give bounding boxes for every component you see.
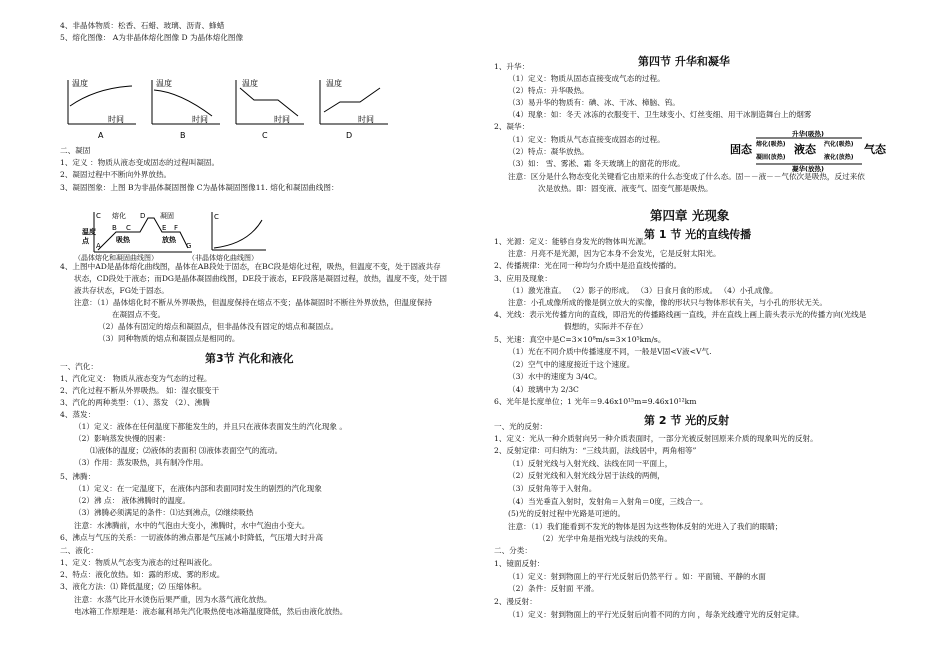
right-text-line: (5)光的反射过程中光路是可逆的。 xyxy=(508,509,626,518)
graph-d xyxy=(320,78,388,140)
label-sublimation: 升华(吸热) xyxy=(792,130,824,138)
heading-chapter4: 第四章 光现象 xyxy=(650,208,730,223)
curve-label-e: E xyxy=(162,224,167,232)
graph-d-label: D xyxy=(346,131,353,140)
left-text-line: 5、沸腾： xyxy=(60,472,96,481)
right-text-line: 3、应用及现象： xyxy=(494,274,552,283)
curve-label-temp: 温度 xyxy=(82,228,96,236)
right-text-line: 2、传播规律：光在同一种均匀介质中是沿直线传播的。 xyxy=(494,261,682,270)
right-text-line: 2、漫反射： xyxy=(494,597,537,606)
left-text-line: 4、蒸发： xyxy=(60,410,96,419)
right-text-line: （1）激光准直。 （2）影子的形成。 （3）日食月食的形成。 （4）小孔成像。 xyxy=(508,286,778,295)
graph-a xyxy=(68,78,136,140)
right-text-line: （1）定义：物质从固态直接变成气态的过程。 xyxy=(508,74,665,83)
left-text-line: 2、汽化过程不断从外界吸热。 如：湿衣服变干 xyxy=(60,386,220,395)
label-vaporization: 汽化(吸热) xyxy=(824,141,854,148)
graph-d-xlabel: 时间 xyxy=(358,115,374,124)
left-text-line: 状态，CD段处于液态；而DG是晶体凝固曲线图，DE段于液态，EF段落是凝固过程，放热，温度不变，处于固 xyxy=(74,274,448,283)
right-text-line: 4、光线：表示光传播方向的直线，即沿光的传播路线画一直线，并在直线上画上箭头表示光的传播方向(光线是 xyxy=(494,310,867,319)
curve-label-f: F xyxy=(174,224,179,232)
right-text-line: 注意：小孔成像所成的像是倒立放大的实像，像的形状只与物体形状有关，与小孔的形状无关。 xyxy=(508,298,827,307)
left-text-line: 2、特点：液化放热。如：露的形成、雾的形成。 xyxy=(60,570,225,579)
graph-b-label: B xyxy=(180,131,186,140)
curve-label-d: D xyxy=(140,212,146,220)
graph-c-label: C xyxy=(262,131,268,140)
curve-label-b: B xyxy=(112,224,117,232)
right-text-line: （4）现象：如：冬天 冰冻的衣服变干、卫生球变小、灯丝变细、用干冰制造舞台上的烟雾 xyxy=(508,110,812,119)
label-liquefaction: 液化(放热) xyxy=(824,154,854,161)
graph-a-xlabel: 时间 xyxy=(108,115,124,124)
right-text-line: （2）光学中角是指光线与法线的夹角。 xyxy=(538,534,672,543)
right-text-line: （3）反射角等于入射角。 xyxy=(508,484,597,493)
graph-b xyxy=(152,78,220,140)
right-text-line: 5、光速：真空中是C=3×10⁸m/s=3×10⁵km/s。 xyxy=(494,335,666,344)
state-gas: 气态 xyxy=(864,143,886,156)
left-text-line: 二、液化： xyxy=(60,546,98,555)
graph-c-ylabel: 温度 xyxy=(242,79,258,88)
curve-label-release: 放热 xyxy=(162,236,176,244)
graph-b-ylabel: 温度 xyxy=(156,79,172,88)
curve-label-a: A xyxy=(96,242,101,250)
left-text-line: 4、非晶体物质：松香、石蜡、玻璃、沥青、蜂蜡 xyxy=(60,21,225,30)
curve-label-point: 点 xyxy=(82,237,89,245)
curve-label-g: G xyxy=(186,242,192,250)
left-text-line: 电冰箱工作原理是：液态氟利昂先汽化吸热使电冰箱温度降低，然后由液化放热。 xyxy=(74,607,348,616)
amorphous-label-c: C xyxy=(214,213,219,221)
curve-label-solid: 凝固 xyxy=(160,212,174,220)
right-text-line: 1、定义：光从一种介质射向另一种介质表面时，一部分光被反射回原来介质的现象叫光的反射。 xyxy=(494,434,818,443)
graph-a-ylabel: 温度 xyxy=(72,79,88,88)
left-text-line: （3）同种物质的熔点和凝固点是相同的。 xyxy=(98,334,240,343)
right-text-line: 2、反射定律：可归纳为：“三线共面，法线居中，两角相等” xyxy=(494,446,697,455)
right-text-line: （3）水中的速度为 3/4C。 xyxy=(508,372,602,381)
heading-section2: 第 2 节 光的反射 xyxy=(644,414,730,427)
right-text-line: 注意：月亮不是光源，因为它本身不会发光，它是反射太阳光。 xyxy=(508,249,721,258)
curve-label-absorb: 吸热 xyxy=(116,236,130,244)
graph-d-ylabel: 温度 xyxy=(326,79,342,88)
label-melting: 熔化(吸热) xyxy=(756,141,786,148)
left-text-line: （2）晶体有固定的熔点和凝固点，但非晶体没有固定的熔点和凝固点。 xyxy=(98,322,339,331)
left-text-line: 3、汽化的两种类型：（1）、蒸发 （2）、沸腾 xyxy=(60,398,210,407)
right-text-line: （1）定义：射到物面上的平行光反射后仍然平行 。如：平面镜、平静的水面 xyxy=(508,572,766,581)
left-text-line: 4、上图中AD是晶体熔化曲线图，晶体在AB段处于固态，在BC段是熔化过程，吸热，但温度不变，处于固液共存 xyxy=(60,262,441,271)
state-liquid: 液态 xyxy=(794,143,816,156)
left-text-line: 1、定义 ：物质从液态变成固态的过程叫凝固。 xyxy=(60,158,220,167)
crystal-curve-caption: （晶体熔化和凝固曲线图） xyxy=(74,254,158,262)
right-text-line: 次是放热。即：固变液、液变气、固变气都是吸热。 xyxy=(538,184,713,193)
right-text-line: 一、光的反射： xyxy=(494,422,548,431)
right-text-line: （3）易升华的物质有：碘、冰、干冰、樟脑、钨。 xyxy=(508,98,680,107)
left-text-line: （1）定义：在一定温度下，在液体内部和表面同时发生的剧烈的汽化现象 xyxy=(74,484,322,493)
left-text-line: 3、凝固图象：上图 B为非晶体凝固图像 C为晶体凝固图像11. 熔化和凝固曲线图： xyxy=(60,183,339,192)
graph-c-xlabel: 时间 xyxy=(274,115,290,124)
right-text-line: （1）定义：物质从气态直接变成固态的过程。 xyxy=(508,135,665,144)
left-text-line: ⑴液体的温度；⑵液体的表面积 ⑶液体表面空气的流动。 xyxy=(90,446,283,455)
left-text-line: 1、定义：物质从气态变为液态的过程叫液化。 xyxy=(60,558,217,567)
heading-section4: 第四节 升华和凝华 xyxy=(638,55,730,68)
left-text-line: 注意：水沸腾前，水中的气泡由大变小，沸腾时，水中气泡由小变大。 xyxy=(74,521,310,530)
left-text-line: 3、液化方法：⑴ 降低温度；⑵ 压缩体积。 xyxy=(60,582,207,591)
right-text-line: （3）如： 雪、雾凇、霜 冬天玻璃上的窗花的形成。 xyxy=(508,159,685,168)
left-text-line: 液共存状态，FG处于固态。 xyxy=(74,286,169,295)
left-text-line: 二、凝固 xyxy=(60,146,91,155)
left-text-line: （3）作用：蒸发吸热，具有制冷作用。 xyxy=(74,458,208,467)
amorphous-curve-caption: （非晶体熔化曲线图） xyxy=(188,254,258,262)
left-text-line: 6、沸点与气压的关系：一切液体的沸点都是气压减小时降低，气压增大时升高 xyxy=(60,533,324,542)
state-change-diagram xyxy=(730,128,890,172)
right-text-line: （2）反射光线和入射光线分居于法线的两侧， xyxy=(508,471,665,480)
left-text-line: 一、汽化： xyxy=(60,362,98,371)
right-text-line: （2）特点：升华吸热。 xyxy=(508,86,589,95)
heading-section1: 第 1 节 光的直线传播 xyxy=(644,228,752,241)
right-text-line: （2）条件：反射面 平滑。 xyxy=(508,584,599,593)
left-text-line: 在凝固点不变。 xyxy=(112,310,166,319)
right-text-line: 注意：（1）我们能看到不发光的物体是因为这些物体反射的光进入了我们的眼睛； xyxy=(508,522,783,531)
right-text-line: （1）光在不同介质中传播速度不同，一般是V固<V液<V气. xyxy=(508,347,712,356)
amorphous-curve-graph xyxy=(208,210,268,254)
curve-label-melt: 熔化 xyxy=(112,212,126,220)
right-text-line: （1）反射光线与入射光线、法线在同一平面上， xyxy=(508,459,673,468)
melting-graphs xyxy=(66,76,396,142)
right-text-line: （2）特点：凝华放热。 xyxy=(508,147,589,156)
right-text-line: 2、凝华： xyxy=(494,122,530,131)
right-text-line: （2）空气中的速度接近于这个速度。 xyxy=(508,360,635,369)
left-text-line: （2）影响蒸发快慢的因素： xyxy=(74,434,170,443)
left-text-line: 注意：（1）晶体熔化时不断从外界吸热，但温度保持在熔点不变；晶体凝固时不断往外界放热，但温度保持 xyxy=(74,298,432,307)
left-text-line: 5、熔化图像： A为非晶体熔化图像 D 为晶体熔化图像 xyxy=(60,33,244,42)
right-text-line: 1、镜面反射： xyxy=(494,559,545,568)
left-text-line: （3）沸腾必须满足的条件：⑴达到沸点，⑵继续吸热 xyxy=(74,508,254,517)
graph-c xyxy=(236,78,304,140)
graph-b-xlabel: 时间 xyxy=(192,115,208,124)
right-text-line: 假想的，实际并不存在） xyxy=(564,322,648,331)
right-text-line: （4）玻璃中为 2/3C xyxy=(508,385,579,394)
curve-label-c2: C xyxy=(126,224,131,232)
curve-label-c: C xyxy=(96,212,101,220)
right-text-line: 6、光年是长度单位；1 光年＝9.46x10¹⁵m=9.46x10¹²km xyxy=(494,397,697,406)
state-solid: 固态 xyxy=(730,143,752,156)
graph-a-label: A xyxy=(98,131,104,140)
right-text-line: 1、升华： xyxy=(494,62,530,71)
right-text-line: （1）定义：射到物面上的平行光反射后向着不同的方向 ，每条光线遵守光的反射定律。 xyxy=(508,610,804,619)
left-text-line: 1、汽化定义： 物质从液态变为气态的过程。 xyxy=(60,374,212,383)
heading-section3: 第3节 汽化和液化 xyxy=(205,352,294,365)
left-text-line: （1）定义：液体在任何温度下都能发生的，并且只在液体表面发生的汽化现象 。 xyxy=(74,422,348,431)
label-freezing: 凝固(放热) xyxy=(756,154,786,161)
left-text-line: （2）沸 点： 液体沸腾时的温度。 xyxy=(74,496,190,505)
right-text-line: 1、光源：定义：能够自身发光的物体叫光源。 xyxy=(494,237,651,246)
left-text-line: 2、凝固过程中不断向外界放热。 xyxy=(60,170,172,179)
right-text-line: 二、分类： xyxy=(494,546,532,555)
left-text-line: 注意：水蒸气比开水烫伤后果严重，因为水蒸气液化放热。 xyxy=(74,595,272,604)
right-text-line: （4）当光垂直入射时，发射角＝入射角＝0度，三线合一。 xyxy=(508,497,708,506)
label-deposition: 凝华(放热) xyxy=(792,165,824,172)
right-text-line: 注意：区分是什么物态变化关键看它由原来的什么态变成了什么态。固－－液－－气依次是吸热，反过来依 xyxy=(508,172,865,181)
